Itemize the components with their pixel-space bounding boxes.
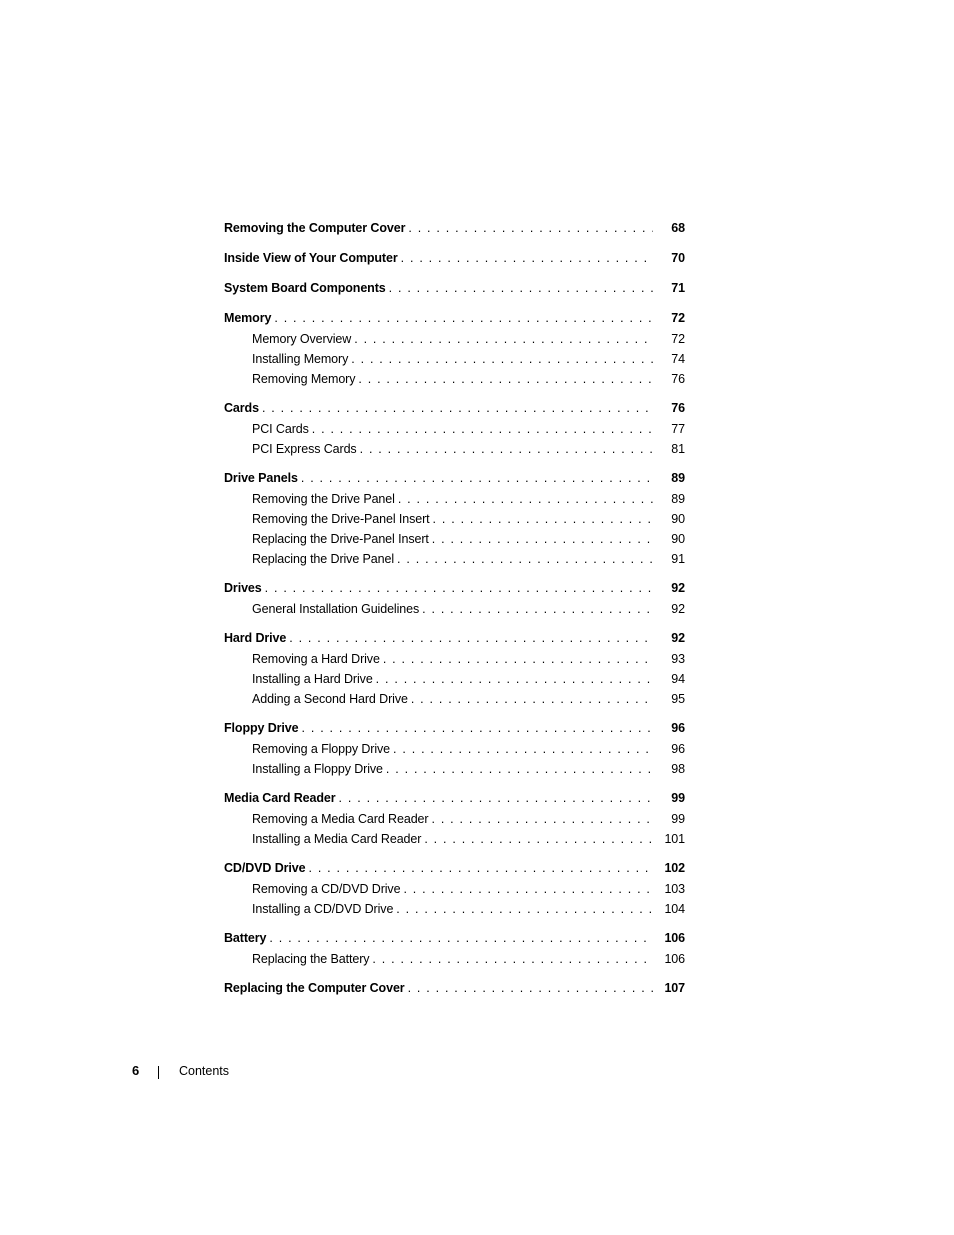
toc-entry-title: Drives [224,581,262,595]
dot-leader [408,218,653,239]
toc-entry-title: Hard Drive [224,631,287,645]
toc-section [224,398,685,459]
toc-entry-page-number: 103 [664,882,685,896]
toc-section-entry[interactable] [224,858,685,879]
dot-leader [401,248,653,269]
dot-leader [397,549,653,569]
toc-entry-title: Installing a CD/DVD Drive [252,902,394,916]
toc-subsection-entry[interactable] [224,419,685,439]
toc-entry-title: Removing a Media Card Reader [252,812,429,826]
toc-subsection-entry[interactable] [224,329,685,349]
toc-subsection-entry[interactable] [224,829,685,849]
toc-entry-page-number: 95 [671,692,685,706]
toc-entry-page-number: 68 [671,221,685,235]
toc-section [224,718,685,779]
toc-entry-title: Memory Overview [252,332,352,346]
toc-subsection-entry[interactable] [224,489,685,509]
page-footer [132,1061,229,1081]
toc-entry-page-number: 96 [671,721,685,735]
toc-entry-page-number: 92 [671,602,685,616]
dot-leader [274,308,653,329]
toc-subsection-entry[interactable] [224,669,685,689]
toc-entry-title: Floppy Drive [224,721,299,735]
toc-entry-page-number: 70 [671,251,685,265]
toc-section [224,788,685,849]
dot-leader [360,439,653,459]
dot-leader [411,689,653,709]
toc-entry-title: Replacing the Battery [252,952,370,966]
toc-section [224,308,685,389]
toc-entry-title: Installing a Media Card Reader [252,832,422,846]
toc-subsection-entry[interactable] [224,759,685,779]
toc-entry-page-number: 99 [671,791,685,805]
dot-leader [339,788,653,809]
toc-entry-title: PCI Cards [252,422,309,436]
toc-section-entry[interactable] [224,978,685,999]
dot-leader [383,649,653,669]
toc-subsection-entry[interactable] [224,349,685,369]
toc-entry-page-number: 90 [671,512,685,526]
dot-leader [431,809,653,829]
toc-entry-page-number: 76 [671,372,685,386]
dot-leader [289,628,653,649]
toc-entry-page-number: 92 [671,631,685,645]
dot-leader [424,829,653,849]
toc-section-entry[interactable] [224,308,685,329]
dot-leader [312,419,653,439]
dot-leader [376,669,653,689]
toc-entry-page-number: 72 [671,311,685,325]
toc-entry-page-number: 74 [671,352,685,366]
toc-entry-page-number: 106 [664,931,685,945]
dot-leader [351,349,653,369]
toc-subsection-entry[interactable] [224,599,685,619]
table-of-contents [224,218,685,1008]
toc-section-entry[interactable] [224,788,685,809]
toc-section-entry[interactable] [224,578,685,599]
toc-section-entry[interactable] [224,928,685,949]
toc-section [224,278,685,299]
dot-leader [432,529,653,549]
toc-entry-title: Installing a Hard Drive [252,672,373,686]
dot-leader [396,899,653,919]
footer-section-title: Contents [179,1064,230,1078]
toc-entry-title: Replacing the Drive-Panel Insert [252,532,429,546]
toc-subsection-entry[interactable] [224,739,685,759]
toc-entry-title: Installing a Floppy Drive [252,762,383,776]
dot-leader [422,599,653,619]
toc-entry-title: General Installation Guidelines [252,602,420,616]
toc-entry-page-number: 76 [671,401,685,415]
toc-entry-title: Removing a Floppy Drive [252,742,391,756]
dot-leader [269,928,653,949]
toc-entry-title: Adding a Second Hard Drive [252,692,408,706]
toc-entry-title: Installing Memory [252,352,349,366]
toc-entry-title: System Board Components [224,281,386,295]
toc-section [224,928,685,969]
toc-entry-page-number: 81 [671,442,685,456]
toc-section [224,628,685,709]
toc-entry-page-number: 96 [671,742,685,756]
dot-leader [372,949,653,969]
toc-section-entry[interactable] [224,218,685,239]
toc-section [224,218,685,239]
toc-entry-title: Removing the Drive-Panel Insert [252,512,430,526]
toc-entry-title: PCI Express Cards [252,442,357,456]
toc-entry-page-number: 101 [664,832,685,846]
toc-subsection-entry[interactable] [224,439,685,459]
toc-entry-page-number: 99 [671,812,685,826]
toc-subsection-entry[interactable] [224,899,685,919]
toc-entry-page-number: 89 [671,471,685,485]
dot-leader [393,739,653,759]
footer-separator [158,1066,159,1079]
toc-entry-page-number: 72 [671,332,685,346]
toc-section [224,578,685,619]
toc-entry-title: Removing a CD/DVD Drive [252,882,401,896]
toc-subsection-entry[interactable] [224,689,685,709]
toc-subsection-entry[interactable] [224,949,685,969]
dot-leader [403,879,653,899]
toc-entry-page-number: 92 [671,581,685,595]
toc-entry-title: Removing the Drive Panel [252,492,395,506]
dot-leader [302,718,653,739]
toc-section-entry[interactable] [224,248,685,269]
toc-section-entry[interactable] [224,628,685,649]
toc-entry-title: Cards [224,401,259,415]
toc-entry-title: Media Card Reader [224,791,336,805]
toc-entry-page-number: 107 [664,981,685,995]
toc-entry-title: Replacing the Computer Cover [224,981,405,995]
toc-entry-title: Replacing the Drive Panel [252,552,395,566]
toc-entry-page-number: 106 [664,952,685,966]
dot-leader [308,858,653,879]
toc-entry-page-number: 94 [671,672,685,686]
toc-section-entry[interactable] [224,398,685,419]
dot-leader [265,578,653,599]
footer-page-number: 6 [132,1063,140,1078]
toc-section [224,248,685,269]
toc-section [224,858,685,919]
dot-leader [389,278,653,299]
dot-leader [301,468,653,489]
toc-entry-title: Battery [224,931,267,945]
toc-section [224,978,685,999]
toc-section [224,468,685,569]
toc-section-entry[interactable] [224,468,685,489]
toc-section-entry[interactable] [224,278,685,299]
toc-entry-title: Removing the Computer Cover [224,221,406,235]
toc-section-entry[interactable] [224,718,685,739]
toc-entry-page-number: 77 [671,422,685,436]
toc-entry-title: Removing Memory [252,372,356,386]
toc-entry-page-number: 102 [664,861,685,875]
toc-entry-page-number: 89 [671,492,685,506]
toc-subsection-entry[interactable] [224,879,685,899]
toc-entry-page-number: 90 [671,532,685,546]
toc-entry-title: Removing a Hard Drive [252,652,380,666]
toc-entry-page-number: 91 [671,552,685,566]
dot-leader [408,978,653,999]
toc-entry-title: Memory [224,311,272,325]
toc-subsection-entry[interactable] [224,529,685,549]
dot-leader [262,398,653,419]
toc-subsection-entry[interactable] [224,369,685,389]
toc-subsection-entry[interactable] [224,809,685,829]
dot-leader [433,509,653,529]
toc-entry-title: Drive Panels [224,471,298,485]
toc-entry-page-number: 98 [671,762,685,776]
toc-subsection-entry[interactable] [224,549,685,569]
toc-entry-page-number: 71 [671,281,685,295]
dot-leader [354,329,653,349]
dot-leader [398,489,653,509]
toc-subsection-entry[interactable] [224,509,685,529]
toc-entry-title: CD/DVD Drive [224,861,306,875]
toc-entry-page-number: 93 [671,652,685,666]
toc-subsection-entry[interactable] [224,649,685,669]
dot-leader [386,759,653,779]
toc-entry-title: Inside View of Your Computer [224,251,398,265]
toc-entry-page-number: 104 [664,902,685,916]
dot-leader [358,369,653,389]
